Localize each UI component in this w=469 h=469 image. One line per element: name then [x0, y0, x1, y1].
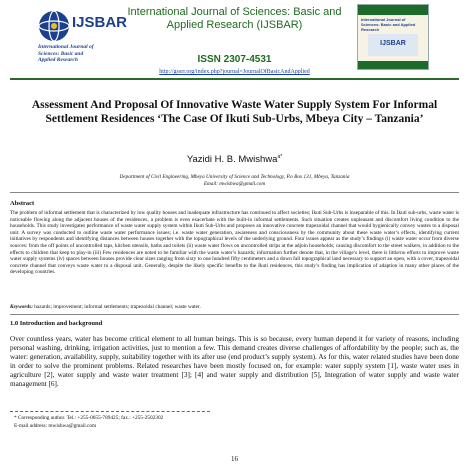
affiliation-block: [20, 174, 449, 188]
cover-logo: IJSBAR: [380, 40, 406, 47]
author-name: Yazidi H. B. Mwishwa: [186, 154, 278, 166]
page-number: 16: [231, 455, 238, 463]
logo-sub-line: International Journal of: [38, 44, 94, 50]
abstract-text: The problem of informal settlement that is characterized by low quality houses and inadequate infrastructure has continued to affect societies; Ikuti Sub-Urbs is inseparable of this. In Ikuti sub-urbs, waste water is noticeable flowing along the adjacent houses of the residences, a problem is even exacerbate with the built-in informal settlements. Such situation creates unpleasant and discomfort living condition to the households. This study investigates performance of waste water supply system within Ikuti Sub-Urbs and proposes an innovative concrete trapezoidal channel that would hygienically convey wastes to a disposal unit. A survey was conducted to outline waste water performance issues; i.e. waste water generation, awareness and consciousness by the community about these waste water’s effects, identifying current initiatives by respondents and identifying distances between houses together with the topographical levels of the underlying ground. Four issues appear as the study’s findings (i) waste water occur from diverse sources: from the off points of uncontrolled taps, kitchen utensils, baths and toilets (ii) waste water flows on uncontrolled strips at the adjoin households; causing discomfort to the street walkers, in addition to the effects to children that keep to play-in (iii) Few residences are noted to be familiar with the waste water’s hazards; information further denote that, in the village’s level, there is little/no efforts to improve waste water supply systems (iv) spaces between houses provide clear sizes ranging from sixty to one hundred fifty centimeters and a down fall topographical land necessary to support an open, with a cover, trapezoidal concrete channel that conveys waste water to a disposal unit. Generally, despite the likely specific benefits to the Ikuti residences, this study’s finding has implication of adaption in many other places of the developing countries.: [10, 210, 459, 276]
header-divider: [10, 78, 459, 80]
keywords-label: Keywords:: [10, 304, 33, 310]
author-line: [0, 154, 469, 165]
keywords-list: hazards; improvement; informal settlements; trapezoidal channel; waste water.: [34, 304, 201, 310]
issn: ISSN 2307-4531: [197, 54, 272, 65]
intro-paragraph: Over countless years, water has become critical element to all human beings. This is so because, every human depend it for variety of reasons, including personal washing, drinking, irrigation activities, just to mention a few. This demand creates diverse challenges of affordability by the people; such as, the water: generation, availability, supply, suitability together with its after use (end product’s supply system). As for this, water related studies have been done in order to solve the prominent problems. Related researches have been mostly focused on, for example: water supply system [1], waste water uses in agriculture [2], water supply and waste water treatment [3]; [4] and water supply and distribution [5], Integration of water supply and waste water management [6].: [10, 335, 459, 389]
journal-url-link[interactable]: http://gssrr.org/index.php?journal=JournalOfBasicAndApplied: [159, 69, 310, 75]
logo-sub-line: Applied Research: [38, 57, 78, 63]
journal-name: [120, 6, 349, 32]
footnote: [14, 415, 163, 430]
abstract-heading: Abstract: [10, 200, 35, 207]
footnote-corresponding: * Corresponding author. Tel.: +255-0655-789425; fax.: +255-2502302: [14, 415, 164, 421]
footnote-email: E-mail address: mwishwa@gmail.com: [14, 422, 97, 429]
author-email: Email: mwishwa@gmail.com: [203, 181, 266, 187]
journal-name-line1: International Journal of Sciences: Basic and: [127, 6, 342, 18]
keywords: [10, 304, 459, 311]
footnote-divider: [10, 411, 210, 412]
divider: [10, 314, 459, 315]
journal-name-line2: Applied Research (IJSBAR): [166, 19, 303, 31]
logo-sub-line: Sciences: Basic and: [38, 50, 84, 57]
logo-text: IJSBAR: [72, 14, 128, 31]
affiliation: Department of Civil Engineering, Mbeya University of Science and Technology, P.o Box 131, Mbeya, Tanzania: [119, 174, 350, 180]
divider: [10, 192, 459, 193]
cover-title: International Journal of Sciences: Basic and Applied Research: [361, 17, 416, 32]
author-superscript: a*: [277, 154, 283, 160]
paper-title: Assessment And Proposal Of Innovative Waste Water Supply System For Informal Settlement Residences ‘The Case Of Ikuti Sub-Urbs, Mbeya City – Tanzania’: [31, 99, 438, 125]
section-heading: 1.0 Introduction and background: [10, 320, 103, 327]
